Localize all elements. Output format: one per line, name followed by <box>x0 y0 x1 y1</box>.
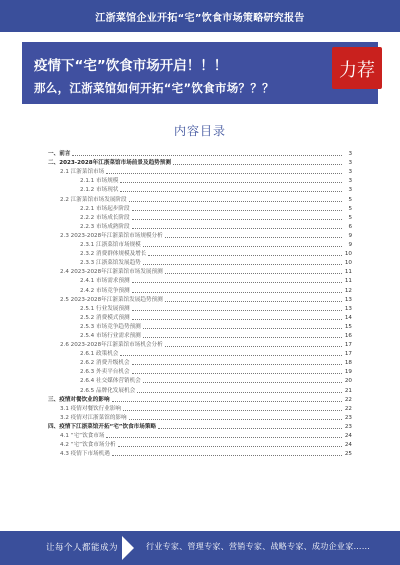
toc-entry-title: 2.1.2 市场现状 <box>80 187 119 194</box>
toc-entry-title: 2.6.4 社交媒体营销机会 <box>80 378 141 385</box>
toc-entry-page: 16 <box>344 332 352 339</box>
toc-entry[interactable] <box>48 385 352 394</box>
toc-leader-dots <box>106 173 342 174</box>
toc-entry[interactable] <box>48 295 352 304</box>
toc-entry-title: 2.2.2 市场成长阶段 <box>80 214 130 221</box>
toc-entry-page: 9 <box>348 242 352 249</box>
toc-leader-dots <box>143 328 342 329</box>
toc-entry-title: 2.3 2023-2028年江浙菜馆市场规模分析 <box>60 232 163 239</box>
toc-entry-page: 10 <box>344 260 352 267</box>
toc-entry[interactable] <box>48 395 352 404</box>
toc-entry[interactable] <box>48 167 352 176</box>
toc-leader-dots <box>143 382 342 383</box>
toc-entry-title: 四、疫情下江浙菜馆开拓“宅”饮食市场策略 <box>48 423 157 430</box>
toc-entry[interactable] <box>48 304 352 313</box>
toc-entry-title: 2.5.1 行业发展预测 <box>80 305 130 312</box>
toc-entry-title: 3.2 疫情对江浙菜馆的影响 <box>60 414 127 421</box>
toc-entry-title: 2.3.3 江浙菜馆发展趋势 <box>80 260 141 267</box>
toc-entry-title: 2.5.3 市场竞争趋势预测 <box>80 323 141 330</box>
toc-entry[interactable] <box>48 422 352 431</box>
badge-label: 力荐 <box>339 60 375 81</box>
toc-leader-dots <box>158 428 342 429</box>
toc-entry-page: 3 <box>348 151 352 158</box>
toc-leader-dots <box>120 182 342 183</box>
toc-leader-dots <box>143 337 342 338</box>
toc-entry-page: 25 <box>344 451 352 458</box>
toc-entry[interactable] <box>48 185 352 194</box>
toc-leader-dots <box>132 210 342 211</box>
toc-entry-page: 17 <box>344 342 352 349</box>
arrow-right-icon <box>122 536 134 560</box>
toc-entry-page: 15 <box>344 323 352 330</box>
toc-leader-dots <box>132 310 342 311</box>
toc-entry-title: 2.2.1 市场起步阶段 <box>80 205 130 212</box>
toc-entry-page: 3 <box>348 187 352 194</box>
toc-leader-dots <box>132 364 342 365</box>
toc-leader-dots <box>173 164 342 165</box>
toc-entry-page: 11 <box>344 269 352 276</box>
toc-entry-page: 23 <box>344 414 352 421</box>
toc-entry-page: 10 <box>344 251 352 258</box>
toc-entry[interactable] <box>48 258 352 267</box>
toc-entry-page: 5 <box>348 214 352 221</box>
toc-entry-page: 9 <box>348 232 352 239</box>
toc-entry-page: 22 <box>344 405 352 412</box>
toc-entry-page: 11 <box>344 278 352 285</box>
toc-entry[interactable] <box>48 222 352 231</box>
toc-entry[interactable] <box>48 367 352 376</box>
toc-leader-dots <box>129 419 342 420</box>
toc-entry-title: 2.5 2023-2028年江浙菜馆发展趋势预测 <box>60 296 163 303</box>
report-title: 江浙菜馆企业开拓“宅”饮食市场策略研究报告 <box>95 13 305 24</box>
toc-entry[interactable] <box>48 449 352 458</box>
toc-leader-dots <box>143 264 342 265</box>
toc-entry-title: 2.3.1 江浙菜馆市场规模 <box>80 242 141 249</box>
toc-entry[interactable] <box>48 349 352 358</box>
toc-entry-page: 12 <box>344 287 352 294</box>
toc-entry[interactable] <box>48 276 352 285</box>
toc-entry-page: 13 <box>344 296 352 303</box>
promo-banner <box>22 42 378 104</box>
toc-entry-title: 2.1 江浙菜馆市场 <box>60 169 105 176</box>
toc-leader-dots <box>132 228 342 229</box>
toc-entry-title: 2.4 2023-2028年江浙菜馆市场发展预测 <box>60 269 163 276</box>
toc-entry-page: 5 <box>348 205 352 212</box>
banner-subheadline: 那么，江浙菜馆如何开拓“宅”饮食市场？？？ <box>34 81 274 95</box>
toc-leader-dots <box>120 191 342 192</box>
toc-entry-title: 2.1.1 市场规模 <box>80 178 119 185</box>
toc-entry[interactable] <box>48 213 352 222</box>
toc-entry-title: 2.6.3 外卖平台机会 <box>80 369 130 376</box>
toc-entry-page: 17 <box>344 351 352 358</box>
toc-entry-page: 24 <box>344 433 352 439</box>
toc-leader-dots <box>132 219 342 220</box>
toc-entry[interactable] <box>48 440 352 449</box>
toc-entry-page: 20 <box>344 378 352 385</box>
toc-entry[interactable] <box>48 240 352 249</box>
toc-entry[interactable] <box>48 340 352 349</box>
toc-entry-page: 21 <box>344 387 352 394</box>
toc-leader-dots <box>143 246 342 247</box>
toc-leader-dots <box>112 455 342 456</box>
toc-entry[interactable] <box>48 431 352 440</box>
toc-entry[interactable] <box>48 158 352 167</box>
toc-entry-page: 18 <box>344 360 352 367</box>
toc-entry-title: 2.2 江浙菜馆市场发展阶段 <box>60 196 127 203</box>
toc-entry-page: 6 <box>348 223 352 230</box>
toc-leader-dots <box>129 201 342 202</box>
recommend-badge <box>332 47 382 89</box>
toc-entry[interactable] <box>48 231 352 240</box>
toc-entry-title: 2.4.1 市场需求预测 <box>80 278 130 285</box>
toc-entry[interactable] <box>48 331 352 340</box>
toc-entry[interactable] <box>48 267 352 276</box>
toc-heading: 内容目录 <box>173 124 226 138</box>
toc-leader-dots <box>148 255 342 256</box>
toc-entry-page: 22 <box>344 396 352 403</box>
banner-headline: 疫情下“宅”饮食市场开启！！！ <box>34 58 228 74</box>
toc-leader-dots <box>132 319 342 320</box>
toc-leader-dots <box>132 282 342 283</box>
toc-entry-page: 19 <box>344 369 352 376</box>
toc-entry-title: 4.1 “宅”饮食市场 <box>60 433 105 439</box>
toc-entry-title: 2.6 2023-2028年江浙菜馆市场机会分析 <box>60 342 163 349</box>
toc-entry-title: 2.3.2 消费群体规模及增长 <box>80 251 147 258</box>
toc-entry-title: 一、前言 <box>48 151 71 158</box>
toc-entry-title: 2.6.2 消费升级机会 <box>80 360 130 367</box>
toc-entry-page: 14 <box>344 314 352 321</box>
toc-entry[interactable] <box>48 204 352 213</box>
toc-leader-dots <box>165 237 342 238</box>
toc-entry-title: 4.2 “宅”饮食市场分析 <box>60 442 116 449</box>
toc-entry-title: 2.5.4 市场行业需求预测 <box>80 332 141 339</box>
toc-entry-page: 5 <box>348 196 352 203</box>
toc-leader-dots <box>118 446 342 447</box>
toc-leader-dots <box>165 346 342 347</box>
toc-leader-dots <box>132 292 342 293</box>
toc-entry-title: 2.4.2 市场竞争预测 <box>80 287 130 294</box>
toc-entry-page: 13 <box>344 305 352 312</box>
toc-entry[interactable] <box>48 149 352 158</box>
toc-entry[interactable] <box>48 404 352 413</box>
toc-entry[interactable] <box>48 376 352 385</box>
toc-entry[interactable] <box>48 249 352 258</box>
toc-leader-dots <box>106 437 342 438</box>
toc-entry-title: 4.3 疫情下市场机遇 <box>60 451 110 458</box>
toc-leader-dots <box>165 273 342 274</box>
toc-entry-title: 2.6.1 政策机会 <box>80 351 119 358</box>
toc-entry-page: 24 <box>344 442 352 449</box>
toc-leader-dots <box>137 392 342 393</box>
toc-entry-page: 3 <box>348 160 352 167</box>
footer-roles: 行业专家、管理专家、营销专家、战略专家、成功企业家…… <box>146 542 371 551</box>
toc-entry-title: 2.6.5 品牌化发展机会 <box>80 387 136 394</box>
toc-entry-title: 二、2023-2028年江浙菜馆市场前景及趋势预测 <box>48 160 171 167</box>
toc-entry-page: 23 <box>344 423 352 430</box>
toc-leader-dots <box>165 301 342 302</box>
toc-entry[interactable] <box>48 285 352 294</box>
toc-entry-title: 3.1 疫情对餐饮行业影响 <box>60 405 122 412</box>
toc-leader-dots <box>120 355 342 356</box>
toc-entry-title: 2.2.3 市场成熟阶段 <box>80 223 130 230</box>
toc-leader-dots <box>112 401 342 402</box>
toc-leader-dots <box>132 373 342 374</box>
footer-bar <box>0 531 400 565</box>
toc-leader-dots <box>72 155 342 156</box>
toc-entry[interactable] <box>48 176 352 185</box>
toc-entry-page: 3 <box>348 169 352 176</box>
header-bar <box>0 0 400 32</box>
toc-entry[interactable] <box>48 313 352 322</box>
toc-entry[interactable] <box>48 194 352 203</box>
toc-entry-title: 三、疫情对餐饮业的影响 <box>48 396 110 403</box>
toc-entry-page: 3 <box>348 178 352 185</box>
toc-entry[interactable] <box>48 358 352 367</box>
table-of-contents <box>48 149 352 458</box>
toc-entry-title: 2.5.2 消费模式预测 <box>80 314 130 321</box>
toc-leader-dots <box>123 410 342 411</box>
toc-entry[interactable] <box>48 322 352 331</box>
footer-slogan: 让每个人都能成为 <box>46 543 119 553</box>
toc-entry[interactable] <box>48 413 352 422</box>
